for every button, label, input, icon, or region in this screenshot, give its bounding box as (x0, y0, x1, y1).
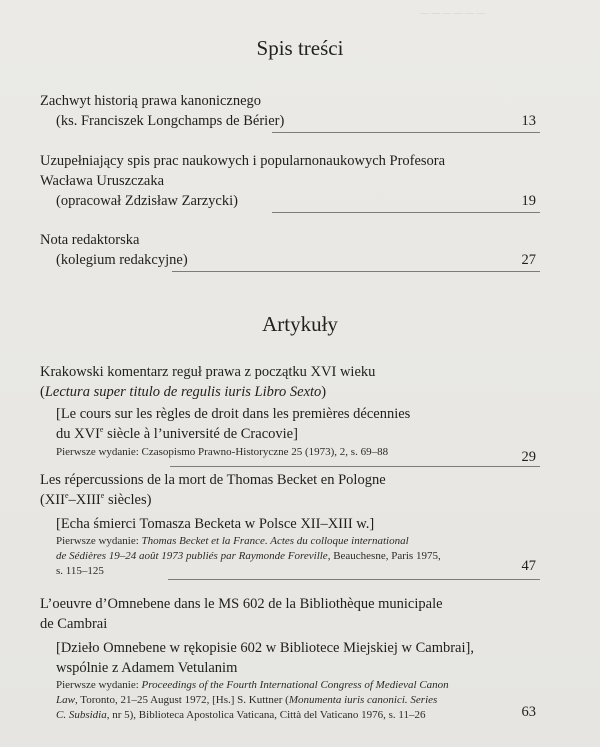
leader-rule (168, 579, 540, 580)
translation-cont: wspólnie z Adamem Vetulanim (56, 660, 238, 676)
toc-heading: Spis treści (256, 36, 344, 60)
leader-rule (272, 212, 540, 213)
entry-title: Uzupełniający spis prac naukowych i popularnonaukowych Profesora (40, 153, 446, 169)
leader-rule (170, 466, 540, 467)
toc-entry[interactable] (40, 91, 540, 133)
article-subtitle: (Lectura super titulo de regulis iuris Libro Sexto) (40, 384, 327, 400)
page-number: 29 (521, 449, 536, 465)
first-edition-note: Pierwsze wydanie: Czasopismo Prawno-Historyczne 25 (1973), 2, s. 69–88 (56, 446, 389, 458)
translation: [Dzieło Omnebene w rękopisie 602 w Bibliotece Miejskiej w Cambrai], (56, 640, 474, 656)
translation-cont: du XVIe siècle à l’université de Cracovie] (56, 425, 298, 442)
page-number: 63 (521, 704, 536, 720)
toc-entry[interactable] (40, 230, 540, 272)
page-number: 47 (521, 558, 536, 574)
entry-author: (ks. Franciszek Longchamps de Bérier) (56, 113, 285, 129)
first-edition-note: Pierwsze wydanie: Thomas Becket et la France. Actes du colloque international (56, 535, 409, 547)
article-entry[interactable] (40, 470, 540, 580)
article-entry[interactable] (40, 594, 540, 724)
article-title: L’oeuvre d’Omnebene dans le MS 602 de la Bibliothèque municipale (40, 596, 443, 612)
article-title-cont: (XIIe–XIIIe siècles) (40, 491, 152, 508)
page-number: 27 (521, 252, 536, 268)
entry-title: Nota redaktorska (40, 232, 140, 248)
article-title-cont: de Cambrai (40, 616, 108, 632)
page-number: 13 (521, 113, 536, 129)
page-number: 19 (521, 193, 536, 209)
translation: [Echa śmierci Tomasza Becketa w Polsce XII–XIII w.] (56, 516, 375, 532)
entry-author: (kolegium redakcyjne) (56, 252, 188, 268)
first-edition-note-cont: Law, Toronto, 21–25 August 1972, [Hs.] S. Kuttner (Monumenta iuris canonici. Series (56, 694, 438, 706)
article-title: Les répercussions de la mort de Thomas Becket en Pologne (40, 472, 386, 488)
first-edition-note-cont: de Sédières 19–24 août 1973 publiés par Raymonde Foreville, Beauchesne, Paris 1975, (56, 550, 441, 562)
translation: [Le cours sur les règles de droit dans les premières décennies (56, 406, 411, 422)
leader-rule (172, 271, 540, 272)
first-edition-note-pages: s. 115–125 (56, 565, 104, 577)
leader-rule (272, 132, 540, 133)
toc-entry[interactable] (40, 151, 540, 213)
article-entry[interactable] (40, 362, 540, 465)
first-edition-note-cont: C. Subsidia, nr 5), Biblioteca Apostolica Vaticana, Città del Vaticano 1976, s. 11–26 (56, 709, 426, 721)
first-edition-note: Pierwsze wydanie: Proceedings of the Fourth International Congress of Medieval Canon (56, 679, 449, 691)
entry-title: Zachwyt historią prawa kanonicznego (40, 93, 262, 109)
entry-author: (opracował Zdzisław Zarzycki) (56, 193, 238, 209)
bleed-through-text: ― ― ― ― ― ― (420, 8, 486, 18)
entry-title-cont: Wacława Uruszczaka (40, 173, 165, 189)
article-title: Krakowski komentarz reguł prawa z początku XVI wieku (40, 364, 376, 380)
articles-heading: Artykuły (262, 312, 338, 336)
